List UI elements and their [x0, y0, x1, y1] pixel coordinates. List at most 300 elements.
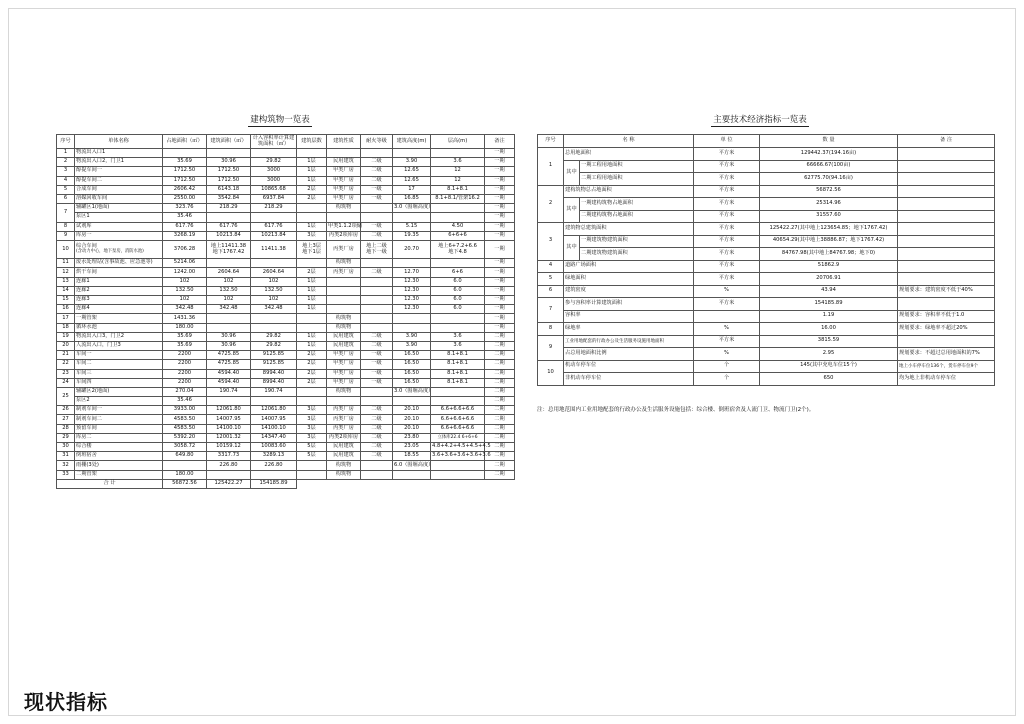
- unit-cell: 平方米: [694, 148, 760, 161]
- cell: 5层: [297, 452, 327, 461]
- remark-cell: 规划要求：容积率不低于1.0: [898, 310, 995, 323]
- row-name: 占总用地面积比例: [564, 348, 694, 361]
- cell: [393, 397, 431, 406]
- cell: 2200: [163, 351, 207, 360]
- cell: 6.0: [431, 277, 485, 286]
- cell: 1层: [297, 332, 327, 341]
- cell: 190.74: [251, 387, 297, 396]
- cell: 构筑物: [327, 259, 361, 268]
- cell: 人流出入口，门卫3: [75, 341, 163, 350]
- cell: 一期: [485, 185, 515, 194]
- table-row: [57, 167, 515, 176]
- header-cell: 备 注: [898, 135, 995, 148]
- cell: 23.05: [393, 443, 431, 452]
- cell: 6.0: [431, 286, 485, 295]
- cell: 二级: [361, 176, 393, 185]
- cell: 30.96: [207, 158, 251, 167]
- cell: 库房一: [75, 231, 163, 240]
- row-name: 建筑密度: [564, 285, 694, 298]
- header-cell: 建筑面积（㎡）: [207, 135, 251, 149]
- cell: 20.10: [393, 424, 431, 433]
- table-row: [538, 335, 995, 348]
- cell: [431, 387, 485, 396]
- header-cell: 数 量: [760, 135, 898, 148]
- cell-line: 地上11411.38: [210, 242, 247, 249]
- cell: 4583.50: [163, 415, 207, 424]
- cell: 溶媒回收车间: [75, 194, 163, 203]
- cell: 2: [57, 158, 75, 167]
- cell: [251, 149, 297, 158]
- cell-line: 地上二级: [366, 242, 387, 249]
- table-row: [57, 378, 515, 387]
- cell: 20.10: [393, 406, 431, 415]
- cell: 一期管架: [75, 314, 163, 323]
- value-cell: 43.94: [760, 285, 898, 298]
- indicator-table-body: [538, 148, 995, 386]
- row-name: 建构筑物总占地面积: [564, 185, 694, 198]
- cell: 一期: [485, 314, 515, 323]
- cell: 2层: [297, 268, 327, 277]
- cell: 28: [57, 424, 75, 433]
- table-row: [538, 248, 995, 261]
- row-number: 2: [538, 185, 564, 223]
- cell: 102: [163, 277, 207, 286]
- cell: 一期: [485, 268, 515, 277]
- cell: [361, 286, 393, 295]
- row-name: 道路广场面积: [564, 260, 694, 273]
- row-number: 8: [538, 323, 564, 336]
- header-cell: 建筑层数: [297, 135, 327, 149]
- unit-cell: %: [694, 323, 760, 336]
- cell: [431, 323, 485, 332]
- cell: [431, 461, 485, 470]
- cell: [207, 470, 251, 479]
- cell: 二级: [361, 231, 393, 240]
- table-row: [57, 185, 515, 194]
- table-row: [57, 176, 515, 185]
- cell: 甲类厂房: [327, 185, 361, 194]
- cell: 649.80: [163, 452, 207, 461]
- remark-cell: [898, 260, 995, 273]
- table-row: [57, 259, 515, 268]
- cell: 102: [163, 296, 207, 305]
- cell: 二期: [485, 332, 515, 341]
- cell: 一期: [485, 204, 515, 213]
- cell: 二级: [361, 167, 393, 176]
- value-cell: 56872.56: [760, 185, 898, 198]
- table-row: [538, 348, 995, 361]
- cell: 2层: [297, 369, 327, 378]
- table-row: [57, 305, 515, 314]
- cell: [327, 149, 361, 158]
- cell: 12.65: [393, 176, 431, 185]
- cell: 342.48: [163, 305, 207, 314]
- cell: 1712.50: [163, 176, 207, 185]
- unit-cell: 平方米: [694, 335, 760, 348]
- cell: 3000: [251, 167, 297, 176]
- cell: [207, 314, 251, 323]
- cell: 二级: [361, 332, 393, 341]
- cell: 3317.73: [207, 452, 251, 461]
- header-cell: 序号: [538, 135, 564, 148]
- cell: [297, 387, 327, 396]
- cell: 甲类厂房: [327, 194, 361, 203]
- value-cell: 154185.89: [760, 298, 898, 311]
- cell: 循环水池: [75, 323, 163, 332]
- cell: 8.1+8.1: [431, 185, 485, 194]
- cell: 二期: [485, 452, 515, 461]
- cell: 2层: [297, 378, 327, 387]
- unit-cell: 平方米: [694, 160, 760, 173]
- row-name: 总用地面积: [564, 148, 694, 161]
- header-cell: 层高(m): [431, 135, 485, 149]
- total-row: [57, 479, 515, 488]
- cell: 3.90: [393, 332, 431, 341]
- unit-cell: 平方米: [694, 223, 760, 236]
- cell: 一级: [361, 378, 393, 387]
- cell: [361, 387, 393, 396]
- unit-cell: 平方米: [694, 210, 760, 223]
- cell: 23: [57, 369, 75, 378]
- cell: 10159.12: [207, 443, 251, 452]
- table-row: [538, 360, 995, 373]
- cell: [297, 461, 327, 470]
- cell: 立体库22.4 6+6+6: [431, 433, 485, 442]
- cell: 30.96: [207, 341, 251, 350]
- total-value: 154185.89: [251, 479, 297, 488]
- cell: 3层: [297, 424, 327, 433]
- cell: 3.6+3.6+3.6+3.6+3.6: [431, 452, 485, 461]
- table-note: 注：总用地范围内工业用地配套的行政办公及生活服务设施包括：综合楼、倒班宿舍及人流门卫、物流门卫(2个)。: [537, 407, 815, 413]
- cell: 20.70: [393, 240, 431, 258]
- cell: 构筑物: [327, 323, 361, 332]
- cell: 丙类2项库房: [327, 433, 361, 442]
- cell: 3542.84: [207, 194, 251, 203]
- cell: 雨棚(3处): [75, 461, 163, 470]
- cell: 10083.60: [251, 443, 297, 452]
- total-label: 合 计: [57, 479, 163, 488]
- cell: 6143.18: [207, 185, 251, 194]
- cell: 12061.80: [207, 406, 251, 415]
- row-number: 1: [538, 148, 564, 186]
- remark-cell: [898, 160, 995, 173]
- remark-cell: [898, 235, 995, 248]
- unit-cell: 个: [694, 360, 760, 373]
- cell: [297, 397, 327, 406]
- cell: 一期: [485, 149, 515, 158]
- cell: 16.50: [393, 378, 431, 387]
- cell: 35.46: [163, 213, 207, 222]
- cell: 25: [57, 387, 75, 405]
- cell: 11: [57, 259, 75, 268]
- table-row: [538, 273, 995, 286]
- cell: 4594.40: [207, 378, 251, 387]
- building-table-body: [57, 149, 515, 489]
- cell: [207, 213, 251, 222]
- table-row: [57, 231, 515, 240]
- cell: [361, 240, 393, 258]
- cell: 4725.85: [207, 351, 251, 360]
- cell: 一期: [485, 194, 515, 203]
- cell: 3000: [251, 176, 297, 185]
- cell: 20: [57, 341, 75, 350]
- cell: 3.90: [393, 341, 431, 350]
- cell: 6.0（围堰高度）: [393, 461, 431, 470]
- cell: 一期: [485, 277, 515, 286]
- cell: 10: [57, 240, 75, 258]
- cell: 4: [57, 176, 75, 185]
- cell: 226.80: [251, 461, 297, 470]
- cell-line: 地上6+7.2+6.6: [438, 242, 477, 249]
- cell: 物流出入口1: [75, 149, 163, 158]
- cell: 构筑物: [327, 470, 361, 479]
- value-cell: 129442.37(194.16亩): [760, 148, 898, 161]
- cell: 9125.85: [251, 351, 297, 360]
- cell: 29.82: [251, 332, 297, 341]
- table-row: [57, 443, 515, 452]
- cell: 3层: [297, 406, 327, 415]
- header-cell: 单 位: [694, 135, 760, 148]
- cell: 二期: [485, 443, 515, 452]
- cell: 6.0: [431, 305, 485, 314]
- cell: 辅罐区1(地面): [75, 204, 163, 213]
- cell: 10213.84: [207, 231, 251, 240]
- cell: [297, 240, 327, 258]
- cell: 35.69: [163, 158, 207, 167]
- cell: 2层: [297, 185, 327, 194]
- cell: 1712.50: [207, 176, 251, 185]
- table-row: [57, 387, 515, 396]
- remark-cell: [898, 185, 995, 198]
- table-row: [538, 235, 995, 248]
- cell: 12.30: [393, 305, 431, 314]
- table-header-row: [538, 135, 995, 148]
- cell: 二期: [485, 369, 515, 378]
- cell: 甲类厂房: [327, 360, 361, 369]
- cell: 制剂车间一: [75, 406, 163, 415]
- cell: 一级: [361, 369, 393, 378]
- cell: 31: [57, 452, 75, 461]
- row-name: 机动车停车位: [564, 360, 694, 373]
- cell: 342.48: [251, 305, 297, 314]
- row-number: 5: [538, 273, 564, 286]
- cell: 民用建筑: [327, 452, 361, 461]
- table-header-row: [57, 135, 515, 149]
- cell: 2层: [297, 194, 327, 203]
- remark-cell: [898, 198, 995, 211]
- cell: [327, 296, 361, 305]
- cell: 烘干车间: [75, 268, 163, 277]
- cell: 6+6: [431, 268, 485, 277]
- cell: 二期: [485, 341, 515, 350]
- cell: 连廊2: [75, 286, 163, 295]
- cell: [393, 213, 431, 222]
- cell: 3289.13: [251, 452, 297, 461]
- cell: [297, 470, 327, 479]
- cell: 试剂库: [75, 222, 163, 231]
- cell: 二期: [485, 415, 515, 424]
- cell: 一期: [485, 240, 515, 258]
- cell: 12: [431, 167, 485, 176]
- value-cell: 1.19: [760, 310, 898, 323]
- unit-cell: [694, 310, 760, 323]
- remark-cell: 规划要求：绿地率不超过20%: [898, 323, 995, 336]
- cell: 218.29: [207, 204, 251, 213]
- cell: 5层: [297, 443, 327, 452]
- cell: 综合楼: [75, 443, 163, 452]
- table-row: [57, 240, 515, 258]
- cell: 6+6+6: [431, 231, 485, 240]
- cell: [207, 397, 251, 406]
- cell: [361, 461, 393, 470]
- cell: 民用建筑: [327, 341, 361, 350]
- cell: 二级: [361, 433, 393, 442]
- cell: 甲类1.1.2项储: [327, 222, 361, 231]
- cell: 二级: [361, 341, 393, 350]
- cell: 17: [393, 185, 431, 194]
- value-cell: 16.00: [760, 323, 898, 336]
- cell: 6.6+6.6+6.6: [431, 406, 485, 415]
- cell: 12.30: [393, 277, 431, 286]
- cell: 102: [251, 277, 297, 286]
- cell: 二级: [361, 452, 393, 461]
- cell: [361, 277, 393, 286]
- cell: 29.82: [251, 158, 297, 167]
- cell: 5392.20: [163, 433, 207, 442]
- cell: 丙类2项库房: [327, 231, 361, 240]
- cell: [431, 240, 485, 258]
- cell: 物流出入口2，门卫1: [75, 158, 163, 167]
- cell: 1层: [297, 341, 327, 350]
- cell: 甲类厂房: [327, 176, 361, 185]
- value-cell: 125422.27(其中地上123654.85；地下1767.42): [760, 223, 898, 236]
- cell: 构筑物: [327, 204, 361, 213]
- cell: 617.76: [251, 222, 297, 231]
- cell: 14: [57, 286, 75, 295]
- cell: 二期管架: [75, 470, 163, 479]
- cell: [251, 397, 297, 406]
- cell: 一期: [485, 176, 515, 185]
- cell: 2604.64: [207, 268, 251, 277]
- cell: 二级: [361, 406, 393, 415]
- cell: 2200: [163, 369, 207, 378]
- cell: [361, 305, 393, 314]
- cell: [431, 397, 485, 406]
- cell: 22: [57, 360, 75, 369]
- cell: 132.50: [207, 286, 251, 295]
- cell: 1层: [297, 277, 327, 286]
- cell: 12001.32: [207, 433, 251, 442]
- cell-subline: (含动力中心，地下泵房，消防水池): [76, 249, 144, 255]
- cell: 218.29: [251, 204, 297, 213]
- cell: 1: [57, 149, 75, 158]
- cell: 24: [57, 378, 75, 387]
- value-cell: 25314.96: [760, 198, 898, 211]
- cell: 1层: [297, 296, 327, 305]
- cell: 二期: [485, 424, 515, 433]
- cell: 3058.72: [163, 443, 207, 452]
- cell: 2550.00: [163, 194, 207, 203]
- cell: 3层: [297, 231, 327, 240]
- row-number: 10: [538, 360, 564, 385]
- table-row: [538, 223, 995, 236]
- cell: 30.96: [207, 332, 251, 341]
- value-cell: 51862.9: [760, 260, 898, 273]
- cell: 16: [57, 305, 75, 314]
- cell: [361, 323, 393, 332]
- cell: 一级: [361, 351, 393, 360]
- total-value: 56872.56: [163, 479, 207, 488]
- cell: 民用建筑: [327, 158, 361, 167]
- cell: 一期: [485, 213, 515, 222]
- cell: 8: [57, 222, 75, 231]
- cell: 3.6: [431, 158, 485, 167]
- cell: 二级: [361, 415, 393, 424]
- cell: 8.1+8.1: [431, 378, 485, 387]
- unit-cell: 个: [694, 373, 760, 386]
- cell: 12.30: [393, 286, 431, 295]
- cell: 倒班宿舍: [75, 452, 163, 461]
- cell: 132.50: [251, 286, 297, 295]
- cell: 13: [57, 277, 75, 286]
- table-row: [57, 222, 515, 231]
- value-cell: 20706.91: [760, 273, 898, 286]
- indicator-table-title: 主要技术经济指标一览表: [713, 115, 807, 125]
- row-number: 3: [538, 223, 564, 261]
- table-row: [538, 298, 995, 311]
- cell: 5: [57, 185, 75, 194]
- cell: 16.85: [393, 194, 431, 203]
- unit-cell: 平方米: [694, 260, 760, 273]
- cell: 二期: [485, 378, 515, 387]
- cell: 3.6: [431, 341, 485, 350]
- cell: [327, 397, 361, 406]
- table-row: [57, 286, 515, 295]
- cell: [431, 470, 485, 479]
- table-row: [57, 461, 515, 470]
- cell: 辅罐区2(地面): [75, 387, 163, 396]
- cell: [393, 314, 431, 323]
- cell: 3.0（围堰高度）: [393, 387, 431, 396]
- cell: [251, 323, 297, 332]
- cell: 3层: [297, 415, 327, 424]
- cell: 二期: [485, 461, 515, 470]
- cell: [297, 259, 327, 268]
- cell: 9: [57, 231, 75, 240]
- cell: 14007.95: [207, 415, 251, 424]
- table-row: [57, 360, 515, 369]
- cell: 丙类厂房: [327, 406, 361, 415]
- cell: 泵区2: [75, 397, 163, 406]
- cell: 车间三: [75, 369, 163, 378]
- cell: [207, 259, 251, 268]
- header-cell: 名 称: [564, 135, 694, 148]
- cell: 12.30: [393, 296, 431, 305]
- row-name: 参与容积率计算建筑面积: [564, 298, 694, 311]
- value-cell: 3815.59: [760, 335, 898, 348]
- header-cell: 耐火等级: [361, 135, 393, 149]
- header-cell: 建筑高度(m): [393, 135, 431, 149]
- sub-label: 其中: [564, 235, 580, 260]
- table-row: [57, 341, 515, 350]
- cell: 一期: [485, 222, 515, 231]
- cell: 一期: [485, 323, 515, 332]
- cell: 2606.42: [163, 185, 207, 194]
- table-row: [57, 149, 515, 158]
- cell-subline: 地下1767.42: [212, 248, 245, 255]
- cell: 35.69: [163, 332, 207, 341]
- row-name: 非机动车停车位: [564, 373, 694, 386]
